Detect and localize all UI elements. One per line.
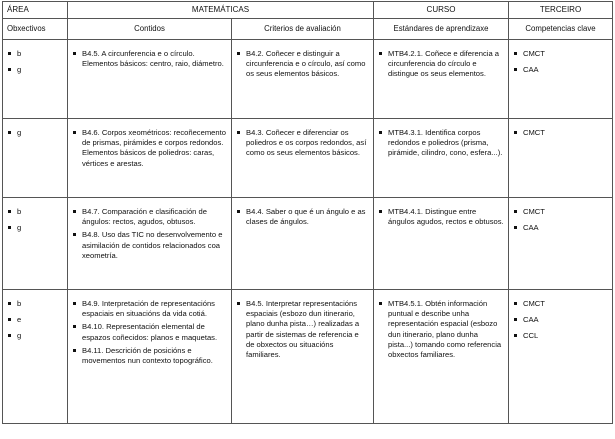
criteria-cell [232, 40, 374, 119]
list-item: MTB4.4.1. Distingue entre ángulos agudos, rectos e obtusos. [378, 207, 504, 227]
contents-column-header: Contidos [68, 19, 232, 40]
contents-cell [68, 40, 232, 119]
subject-header: MATEMÁTICAS [68, 2, 374, 19]
table-row [3, 119, 613, 198]
cycle-header: TERCEIRO [509, 2, 613, 19]
list-item: g [7, 65, 63, 75]
list-item: B4.2. Coñecer e distinguir a circunferencia e o círculo, así como os seus elementos básicos. [236, 49, 369, 80]
list-item: b [7, 207, 63, 217]
list-item: CMCT [513, 299, 608, 309]
list-item: b [7, 49, 63, 59]
competences-cell [509, 119, 613, 198]
standards-cell [374, 119, 509, 198]
course-header: CURSO [374, 2, 509, 19]
list-item: B4.6. Corpos xeométricos: recoñecemento de prismas, pirámides e corpos redondos. Elementos básicos de poliedros: caras, vértices e arestas. [72, 128, 227, 169]
curriculum-table [2, 1, 613, 424]
competences-column-header: Competencias clave [509, 19, 613, 40]
list-item: B4.5. Interpretar representacións espaciais (esbozo dun itinerario, plano dunha pista…) realizadas a partir de sistemas de referencia e de obxectos ou situacións familiares. [236, 299, 369, 360]
objectives-cell [3, 290, 68, 424]
list-item: CMCT [513, 207, 608, 217]
competences-cell [509, 40, 613, 119]
criteria-cell [232, 290, 374, 424]
list-item: CAA [513, 315, 608, 325]
standards-column-header: Estándares de aprendizaxe [374, 19, 509, 40]
standards-cell [374, 290, 509, 424]
list-item: B4.5. A circunferencia e o círculo. Elementos básicos: centro, raio, diámetro. [72, 49, 227, 69]
list-item: g [7, 128, 63, 138]
list-item: MTB4.2.1. Coñece e diferencia a circunferencia do círculo e distingue os seus elementos. [378, 49, 504, 80]
standards-cell [374, 40, 509, 119]
list-item: CAA [513, 65, 608, 75]
contents-cell [68, 119, 232, 198]
list-item: B4.9. Interpretación de representacións espaciais en situacións da vida cotiá. [72, 299, 227, 319]
list-item: B4.10. Representación elemental de espazos coñecidos: planos e maquetas. [72, 322, 227, 342]
criteria-cell [232, 119, 374, 198]
list-item: g [7, 223, 63, 233]
list-item: e [7, 315, 63, 325]
table-row [3, 198, 613, 290]
list-item: B4.7. Comparación e clasificación de ángulos: rectos, agudos, obtusos. [72, 207, 227, 227]
competences-cell [509, 290, 613, 424]
list-item: CMCT [513, 128, 608, 138]
list-item: CAA [513, 223, 608, 233]
contents-cell [68, 290, 232, 424]
contents-cell [68, 198, 232, 290]
list-item: B4.4. Saber o que é un ángulo e as clases de ángulos. [236, 207, 369, 227]
criteria-cell [232, 198, 374, 290]
list-item: CCL [513, 331, 608, 341]
objectives-cell [3, 198, 68, 290]
list-item: MTB4.5.1. Obtén información puntual e describe unha representación espacial (esbozo dun itinerario, plano dunha pista...) tomando como referencia obxectos familiares. [378, 299, 504, 360]
table-row [3, 40, 613, 119]
objectives-column-header: Obxectivos [3, 19, 68, 40]
list-item: MTB4.3.1. Identifica corpos redondos e poliedros (prisma, pirámide, cilindro, cono, esfera...). [378, 128, 504, 159]
objectives-cell [3, 119, 68, 198]
list-item: B4.3. Coñecer e diferenciar os poliedros e os corpos redondos, así como os seus elementos básicos. [236, 128, 369, 159]
list-item: B4.11. Descrición de posicións e movementos nun contexto topográfico. [72, 346, 227, 366]
list-item: CMCT [513, 49, 608, 59]
area-header: ÁREA [3, 2, 68, 19]
header-row [3, 2, 613, 19]
list-item: g [7, 331, 63, 341]
list-item: B4.8. Uso das TIC no desenvolvemento e asimilación de contidos relacionados coa xeometría. [72, 230, 227, 261]
objectives-cell [3, 40, 68, 119]
standards-cell [374, 198, 509, 290]
list-item: b [7, 299, 63, 309]
column-header-row [3, 19, 613, 40]
competences-cell [509, 198, 613, 290]
table-row [3, 290, 613, 424]
criteria-column-header: Criterios de avaliación [232, 19, 374, 40]
